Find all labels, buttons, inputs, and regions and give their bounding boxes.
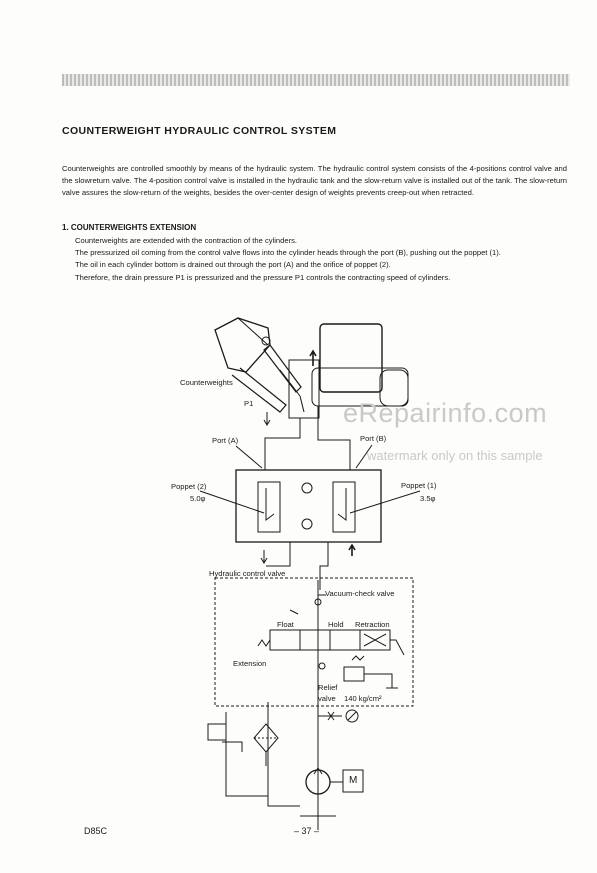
label-poppet-2-size: 5.0φ <box>190 494 206 503</box>
label-relief-valve: valve <box>318 694 336 703</box>
section-heading: 1. COUNTERWEIGHTS EXTENSION <box>62 223 197 232</box>
label-vacuum-check: Vacuum-check valve <box>325 589 395 598</box>
label-float: Float <box>277 620 294 629</box>
four-position-spool <box>258 610 404 655</box>
body-line-2: The pressurized oil coming from the control valve flows into the cylinder heads through the port (B), pushing out the poppet (1). <box>75 248 501 258</box>
gauge-line <box>318 710 358 722</box>
footer-model: D85C <box>84 826 108 836</box>
watermark-note: watermark only on this sample <box>367 448 543 463</box>
label-extension: Extension <box>233 659 267 668</box>
label-poppet-1: Poppet (1) <box>401 481 437 490</box>
body-line-1: Counterweights are extended with the contraction of the cylinders. <box>75 236 298 245</box>
label-port-a: Port (A) <box>212 436 239 445</box>
page-title: COUNTERWEIGHT HYDRAULIC CONTROL SYSTEM <box>62 125 337 137</box>
cylinder <box>264 345 304 412</box>
watermark-site: eRepairinfo.com <box>343 398 548 428</box>
tank-and-filter <box>208 702 278 796</box>
relief-valve <box>318 650 398 830</box>
body-line-3: The oil in each cylinder bottom is drained out through the port (A) and the orifice of poppet (2). <box>75 260 391 270</box>
body-line-4: Therefore, the drain pressure P1 is pressurized and the pressure P1 controls the contracting speed of cylinders. <box>75 272 451 282</box>
slow-return-valve-block <box>200 470 420 542</box>
label-relief: Relief <box>318 683 338 692</box>
supply-lines <box>261 542 355 590</box>
label-relief-pressure: 140 kg/cm² <box>344 694 382 703</box>
label-control-valve: Hydraulic control valve <box>209 569 286 578</box>
label-hold: Hold <box>328 620 344 629</box>
label-poppet-1-size: 3.5φ <box>420 494 436 503</box>
label-p1: P1 <box>244 399 254 408</box>
intro-paragraph: Counterweights are controlled smoothly by means of the hydraulic system. The hydraulic control system consists of the 4-positions control valve and the slowreturn valve. The 4-position control valve is installed in the hydraulic tank and the slow-return valve is installed out of the tank. The slow-return valve assures the slow-return of the weights, besides the over-center design of weights prevents creep-out when retracted. <box>62 164 567 198</box>
footer-page-number: – 37 – <box>294 826 320 836</box>
label-port-b: Port (B) <box>360 434 387 443</box>
label-motor: M <box>349 775 358 786</box>
label-counterweights: Counterweights <box>180 378 233 387</box>
label-poppet-2: Poppet (2) <box>171 482 207 491</box>
label-retraction: Retraction <box>355 620 390 629</box>
